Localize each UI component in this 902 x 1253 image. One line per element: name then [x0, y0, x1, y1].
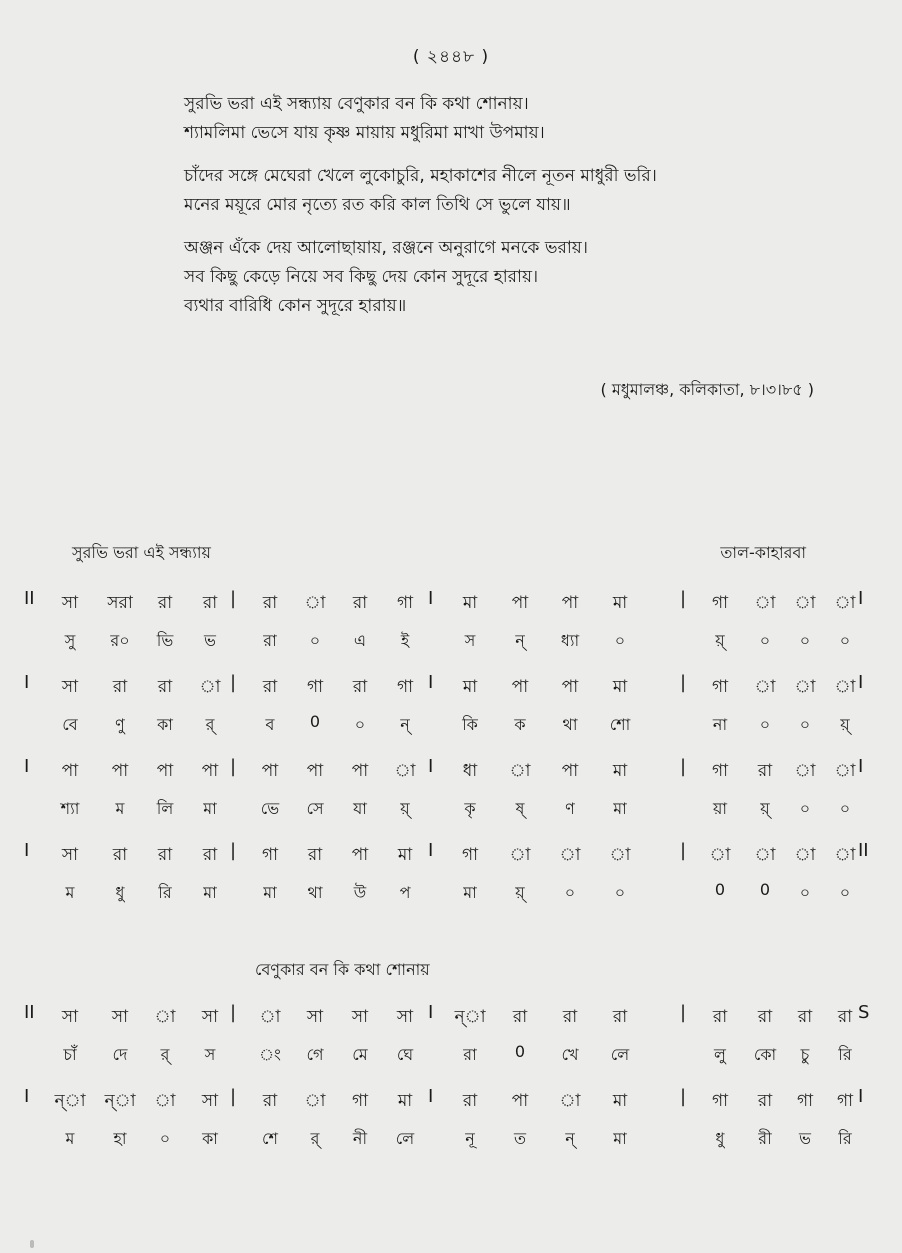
syllable: রী [758, 1129, 772, 1148]
syllable: ভ [799, 1129, 811, 1148]
poem-line: সব কিছু কেড়ে নিয়ে সব কিছু দেয় কোন সুদূরে হারায়। [184, 267, 539, 287]
bar-line: | [230, 1002, 237, 1023]
bar-line-end: I [858, 756, 864, 777]
beat-marker: I [428, 1002, 434, 1023]
bar-line-start: I [24, 840, 30, 861]
syllable: কো [753, 1045, 777, 1064]
bar-line: | [230, 1086, 237, 1107]
note: পা [156, 761, 174, 781]
note: পা [351, 761, 369, 781]
syllable: ০ [564, 883, 576, 902]
syllable: ন্ [515, 631, 525, 650]
syllable: ০ [759, 631, 771, 650]
note: রা [157, 845, 173, 865]
note: মা [397, 845, 413, 865]
note: রা [712, 1007, 728, 1027]
bar-line: | [680, 840, 687, 861]
poem-line: সুরভি ভরা এই সন্ধ্যায় বেণুকার বন কি কথা শোনায়। [184, 94, 529, 114]
syllable: রা [463, 1045, 477, 1064]
syllable: ০ [354, 715, 366, 734]
note: া [154, 1091, 176, 1111]
note: রা [757, 1007, 773, 1027]
syllable: শ্যা [60, 799, 80, 818]
beat-marker: I [428, 1086, 434, 1107]
syllable: ত [513, 1129, 526, 1148]
syllable: মা [463, 883, 477, 902]
syllable: র্ [205, 715, 215, 734]
syllable: র০ [110, 631, 130, 650]
note: গা [261, 845, 279, 865]
note: রা [757, 761, 773, 781]
syllable: ০ [159, 1129, 171, 1148]
note: সা [306, 1007, 324, 1027]
note: মা [462, 593, 478, 613]
note: রা [562, 1007, 578, 1027]
note: া [304, 1091, 326, 1111]
note: রা [512, 1007, 528, 1027]
note: গা [351, 1091, 369, 1111]
note: া [754, 677, 776, 697]
syllable: ০ [799, 883, 811, 902]
note: রা [262, 593, 278, 613]
source-citation: ( মধুমালঞ্চ, কলিকাতা, ৮।৩।৮৫ ) [600, 380, 814, 399]
syllable: কৃ [464, 799, 476, 818]
syllable: ০ [839, 799, 851, 818]
syllable: রি [158, 883, 172, 902]
note: রা [262, 1091, 278, 1111]
note: া [394, 761, 416, 781]
note: া [834, 593, 856, 613]
syllable: রি [838, 1045, 852, 1064]
beat-marker: I [428, 672, 434, 693]
bar-line: | [680, 1086, 687, 1107]
note: া [559, 1091, 581, 1111]
note: া [794, 845, 816, 865]
note: সা [111, 1007, 129, 1027]
syllable: য়্ [400, 799, 410, 818]
syllable: খে [561, 1045, 579, 1064]
poem-line: চাঁদের সঙ্গে মেঘেরা খেলে লুকোচুরি, মহাকাশের নীলে নূতন মাধুরী ভরি। [184, 166, 657, 186]
syllable: মে [352, 1045, 368, 1064]
syllable: 0 [714, 880, 726, 899]
syllable: থা [307, 883, 323, 902]
syllable: ণ [565, 799, 575, 818]
note: া [754, 845, 776, 865]
note: গা [711, 761, 729, 781]
note: া [509, 845, 531, 865]
bar-line-end: I [858, 672, 864, 693]
note: গা [711, 1091, 729, 1111]
beat-marker: I [428, 756, 434, 777]
syllable: মা [613, 799, 627, 818]
note: রা [837, 1007, 853, 1027]
note: ন্া [454, 1007, 486, 1027]
notation-block-1 [0, 590, 902, 926]
notation-row [0, 1004, 902, 1042]
note: সরা [107, 593, 133, 613]
note: পা [511, 677, 529, 697]
syllable: প [399, 883, 411, 902]
syllable: র্ [310, 1129, 320, 1148]
syllable: ০ [799, 631, 811, 650]
syllable: ভি [156, 631, 174, 650]
note: পা [201, 761, 219, 781]
note: গা [711, 677, 729, 697]
note: রা [797, 1007, 813, 1027]
note: সা [61, 593, 79, 613]
syllable: ঘে [396, 1045, 414, 1064]
stanza-2 [184, 162, 874, 220]
syllable: চু [800, 1045, 810, 1064]
syllable: ম [115, 799, 125, 818]
syllable: শে [262, 1129, 278, 1148]
syllable: থা [562, 715, 578, 734]
syllable: হা [113, 1129, 127, 1148]
note: রা [157, 593, 173, 613]
syllable: ০ [614, 883, 626, 902]
syllable: য়্ [715, 631, 725, 650]
bar-line-end: S [858, 1002, 870, 1023]
note: ন্া [54, 1091, 86, 1111]
syllable: স [204, 1045, 216, 1064]
note: পা [111, 761, 129, 781]
syllable: ০ [839, 631, 851, 650]
note: রা [112, 845, 128, 865]
syllable: উ [353, 883, 367, 902]
note: সা [61, 1007, 79, 1027]
lyric-row [0, 628, 902, 674]
note: মা [397, 1091, 413, 1111]
note: া [304, 593, 326, 613]
poem-line: মনের ময়ূরে মোর নৃত্যে রত করি কাল তিথি সে ভুলে যায়॥ [184, 195, 571, 215]
syllable: দে [112, 1045, 128, 1064]
syllable: সু [64, 631, 76, 650]
note: সা [201, 1091, 219, 1111]
note: পা [561, 677, 579, 697]
syllable: ভ [204, 631, 216, 650]
syllable: র্ [160, 1045, 170, 1064]
note: গা [836, 1091, 854, 1111]
notation-row [0, 590, 902, 628]
note: সা [396, 1007, 414, 1027]
note: ধা [462, 761, 478, 781]
note: রা [352, 677, 368, 697]
note: পা [561, 593, 579, 613]
syllable: সে [306, 799, 324, 818]
syllable: নূ [465, 1129, 475, 1148]
note: মা [462, 677, 478, 697]
syllable: কা [157, 715, 173, 734]
syllable: মা [203, 883, 217, 902]
note: মা [612, 677, 628, 697]
syllable: ব [265, 715, 275, 734]
syllable: ০ [614, 631, 626, 650]
syllable: য়্ [760, 799, 770, 818]
note: মা [612, 593, 628, 613]
section-heading-2: বেণুকার বন কি কথা শোনায় [255, 960, 430, 979]
syllable: 0 [514, 1042, 526, 1061]
note: া [834, 761, 856, 781]
note: পা [511, 593, 529, 613]
syllable: ন্ [400, 715, 410, 734]
bar-line-start: I [24, 672, 30, 693]
syllable: ণু [115, 715, 125, 734]
note: া [834, 677, 856, 697]
syllable: মা [263, 883, 277, 902]
note: রা [202, 593, 218, 613]
syllable: শো [609, 715, 631, 734]
note: সা [351, 1007, 369, 1027]
note: া [754, 593, 776, 613]
syllable: চাঁ [63, 1045, 77, 1064]
beat-marker: I [428, 588, 434, 609]
syllable: য়্ [515, 883, 525, 902]
note: া [834, 845, 856, 865]
syllable: লে [395, 1129, 415, 1148]
syllable: লি [156, 799, 174, 818]
note: সা [61, 845, 79, 865]
bar-line: | [230, 588, 237, 609]
syllable: নী [352, 1129, 368, 1148]
bar-line-end: I [858, 1086, 864, 1107]
note: রা [112, 677, 128, 697]
syllable: 0 [759, 880, 771, 899]
bar-line-start: I [24, 1086, 30, 1107]
note: সা [201, 1007, 219, 1027]
note: রা [307, 845, 323, 865]
syllable: য়া [712, 799, 728, 818]
syllable: স [464, 631, 476, 650]
syllable: না [712, 715, 728, 734]
poem-line: অঞ্জন এঁকে দেয় আলোছায়ায়, রঞ্জনে অনুরাগে মনকে ভরায়। [184, 238, 588, 258]
syllable: মা [613, 1129, 627, 1148]
note: মা [612, 1091, 628, 1111]
note: রা [462, 1091, 478, 1111]
note: পা [561, 761, 579, 781]
notation-row [0, 758, 902, 796]
note: া [559, 845, 581, 865]
section-heading-1: সুরভি ভরা এই সন্ধ্যায় [72, 543, 211, 562]
note: া [609, 845, 631, 865]
syllable: কি [462, 715, 478, 734]
note: গা [796, 1091, 814, 1111]
note: া [509, 761, 531, 781]
note: া [154, 1007, 176, 1027]
note: া [794, 761, 816, 781]
syllable: লে [610, 1045, 630, 1064]
note: পা [511, 1091, 529, 1111]
syllable: ক [514, 715, 526, 734]
note: পা [351, 845, 369, 865]
syllable: বে [62, 715, 78, 734]
syllable: ০ [839, 883, 851, 902]
lyric-row [0, 1126, 902, 1172]
syllable: গে [306, 1045, 324, 1064]
syllable: রা [263, 631, 277, 650]
poem-line: শ্যামলিমা ভেসে যায় কৃষ্ণ মায়ায় মধুরিমা মাখা উপমায়। [184, 123, 545, 143]
stanza-1 [184, 90, 874, 148]
note: পা [306, 761, 324, 781]
bar-line-start: I [24, 756, 30, 777]
note: পা [261, 761, 279, 781]
note: সা [61, 677, 79, 697]
bar-line: | [230, 672, 237, 693]
poem [184, 90, 874, 335]
lyric-row [0, 796, 902, 842]
syllable: ষ্ [515, 799, 525, 818]
page-number: ( ২৪৪৮ ) [412, 47, 490, 67]
poem-line: ব্যথার বারিধি কোন সুদূরে হারায়॥ [184, 296, 407, 316]
lyric-row [0, 1042, 902, 1088]
note: া [709, 845, 731, 865]
bar-line: | [680, 756, 687, 777]
note: গা [711, 593, 729, 613]
notation-block-2 [0, 1004, 902, 1172]
note: মা [612, 761, 628, 781]
lyric-row [0, 880, 902, 926]
syllable: ম [65, 1129, 75, 1148]
taal-label: তাল-কাহারবা [720, 543, 806, 562]
bar-line: | [680, 588, 687, 609]
note: া [199, 677, 221, 697]
syllable: য়্ [840, 715, 850, 734]
notation-row [0, 674, 902, 712]
bar-line-start: II [24, 588, 35, 609]
syllable: ধু [715, 1129, 725, 1148]
bar-line: | [680, 672, 687, 693]
notation-row [0, 1088, 902, 1126]
syllable: 0 [309, 712, 321, 731]
syllable: ০ [759, 715, 771, 734]
note: গা [461, 845, 479, 865]
note: রা [157, 677, 173, 697]
beat-marker: I [428, 840, 434, 861]
syllable: যা [353, 799, 367, 818]
syllable: লু [714, 1045, 726, 1064]
note: রা [612, 1007, 628, 1027]
stanza-3 [184, 234, 874, 321]
lyric-row [0, 712, 902, 758]
syllable: ম [65, 883, 75, 902]
syllable: মা [203, 799, 217, 818]
note: ন্া [104, 1091, 136, 1111]
note: রা [352, 593, 368, 613]
bar-line: | [230, 756, 237, 777]
note: গা [396, 593, 414, 613]
note: রা [202, 845, 218, 865]
notation-row [0, 842, 902, 880]
syllable: ন্ [565, 1129, 575, 1148]
syllable: ং [259, 1045, 281, 1064]
note: া [259, 1007, 281, 1027]
syllable: ০ [799, 715, 811, 734]
syllable: ভে [260, 799, 280, 818]
syllable: রি [838, 1129, 852, 1148]
syllable: ধু [115, 883, 125, 902]
syllable: ই [400, 631, 410, 650]
note: া [794, 677, 816, 697]
page-speck [30, 1240, 34, 1248]
note: গা [396, 677, 414, 697]
bar-line-start: II [24, 1002, 35, 1023]
note: রা [757, 1091, 773, 1111]
syllable: ধ্যা [560, 631, 580, 650]
note: রা [262, 677, 278, 697]
note: পা [61, 761, 79, 781]
bar-line: | [230, 840, 237, 861]
syllable: ০ [799, 799, 811, 818]
syllable: কা [202, 1129, 218, 1148]
bar-line-end: II [858, 840, 869, 861]
bar-line-end: I [858, 588, 864, 609]
bar-line: | [680, 1002, 687, 1023]
syllable: ০ [309, 631, 321, 650]
note: া [794, 593, 816, 613]
note: গা [306, 677, 324, 697]
syllable: এ [353, 631, 367, 650]
